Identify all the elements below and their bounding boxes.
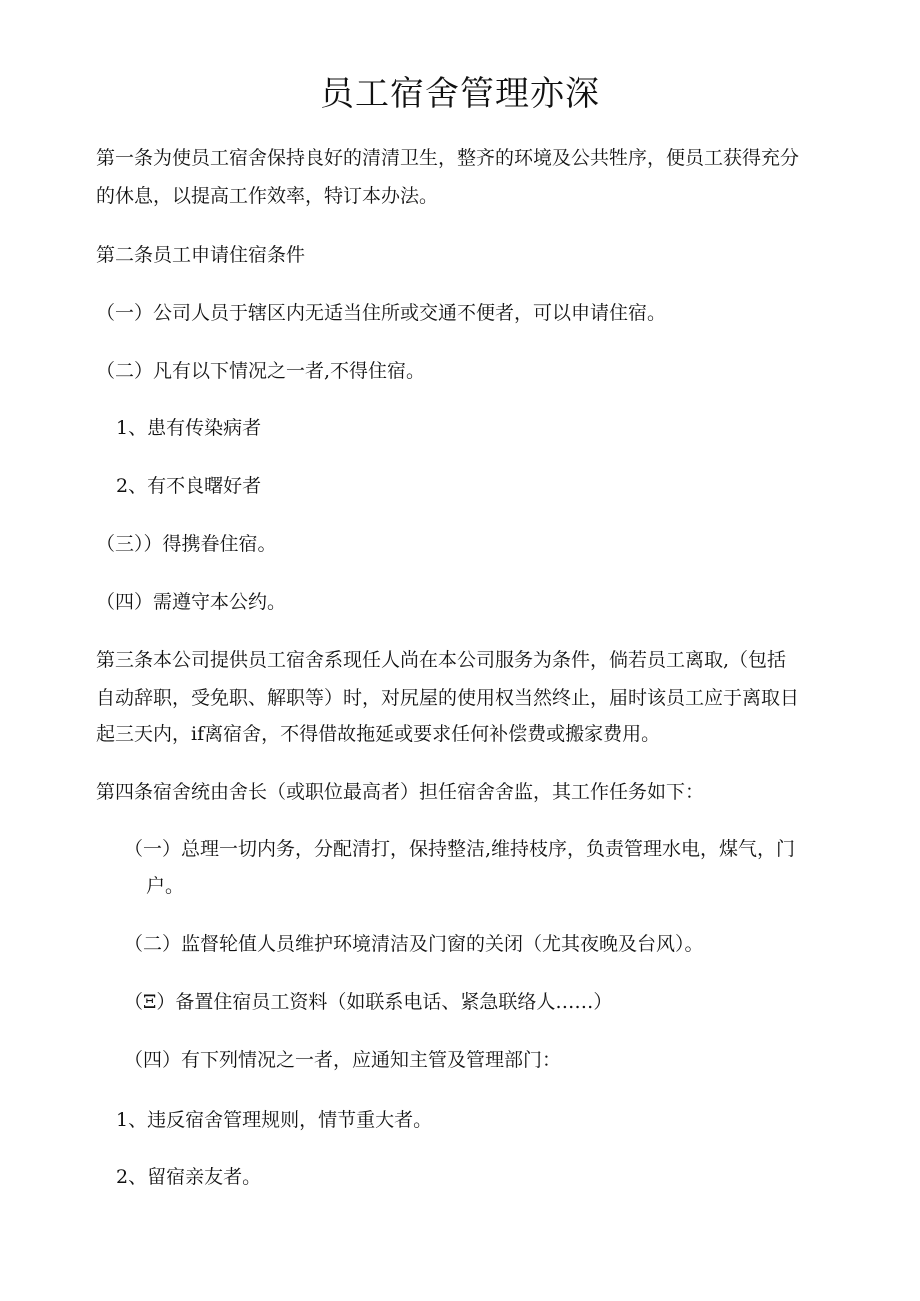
article-4-subitem-1: 1、违反宿舍管理规则，情节重大者。 [116, 1109, 433, 1131]
article-4-item-3: （Ξ）备置住宿员工资料（如联系电话、紧急联络人……） [124, 991, 613, 1013]
article-4-item-2: （二）监督轮值人员维护环境清洁及门窗的关闭（尤其夜晚及台风）。 [124, 933, 704, 955]
article-2-heading: 第二条员工申请住宿条件 [96, 244, 306, 266]
article-3-line-3: 起三天内，if离宿舍，不得借故拖延或要求任何补偿费或搬家费用。 [96, 723, 661, 745]
article-3-line-1: 第三条本公司提供员工宿舍系现任人尚在本公司服务为条件，倘若员工离取,（包括 [96, 649, 787, 671]
article-4-item-1-line-1: （一）总理一切内务，分配清打，保持整洁,维持枝序，负责管理水电，煤气，门 [124, 838, 796, 860]
article-4-item-4: （四）有下列情况之一者，应通知主管及管理部门： [124, 1049, 562, 1071]
article-2-item-3: （三））得携眷住宿。 [96, 533, 277, 555]
article-2-subitem-1: 1、患有传染病者 [116, 417, 262, 439]
article-4-heading: 第四条宿舍统由舍长（或职位最高者）担任宿舍舍监，其工作任务如下： [96, 781, 705, 803]
article-2-item-1: （一）公司人员于辖区内无适当住所或交通不便者，可以申请住宿。 [96, 302, 667, 324]
article-4-item-1-line-2: 户。 [146, 875, 185, 897]
article-3-line-2: 自动辞职，受免职、解职等）时，对尻屋的使用权当然终止，届时该员工应于离取日 [96, 687, 800, 709]
article-1-line-2: 的休息，以提高工作效率，特订本办法。 [96, 185, 439, 207]
document-title: 员工宿舍管理亦深 [320, 74, 600, 114]
article-2-item-4: （四）需遵守本公约。 [96, 591, 287, 613]
article-1-line-1: 第一条为使员工宿舍保持良好的清清卫生，整齐的环境及公共牲序，便员工获得充分 [96, 147, 800, 169]
article-2-subitem-2: 2、有不良曙好者 [116, 475, 262, 497]
article-2-item-2: （二）凡有以下情况之一者,不得住宿。 [96, 360, 426, 382]
article-4-subitem-2: 2、留宿亲友者。 [116, 1166, 262, 1188]
